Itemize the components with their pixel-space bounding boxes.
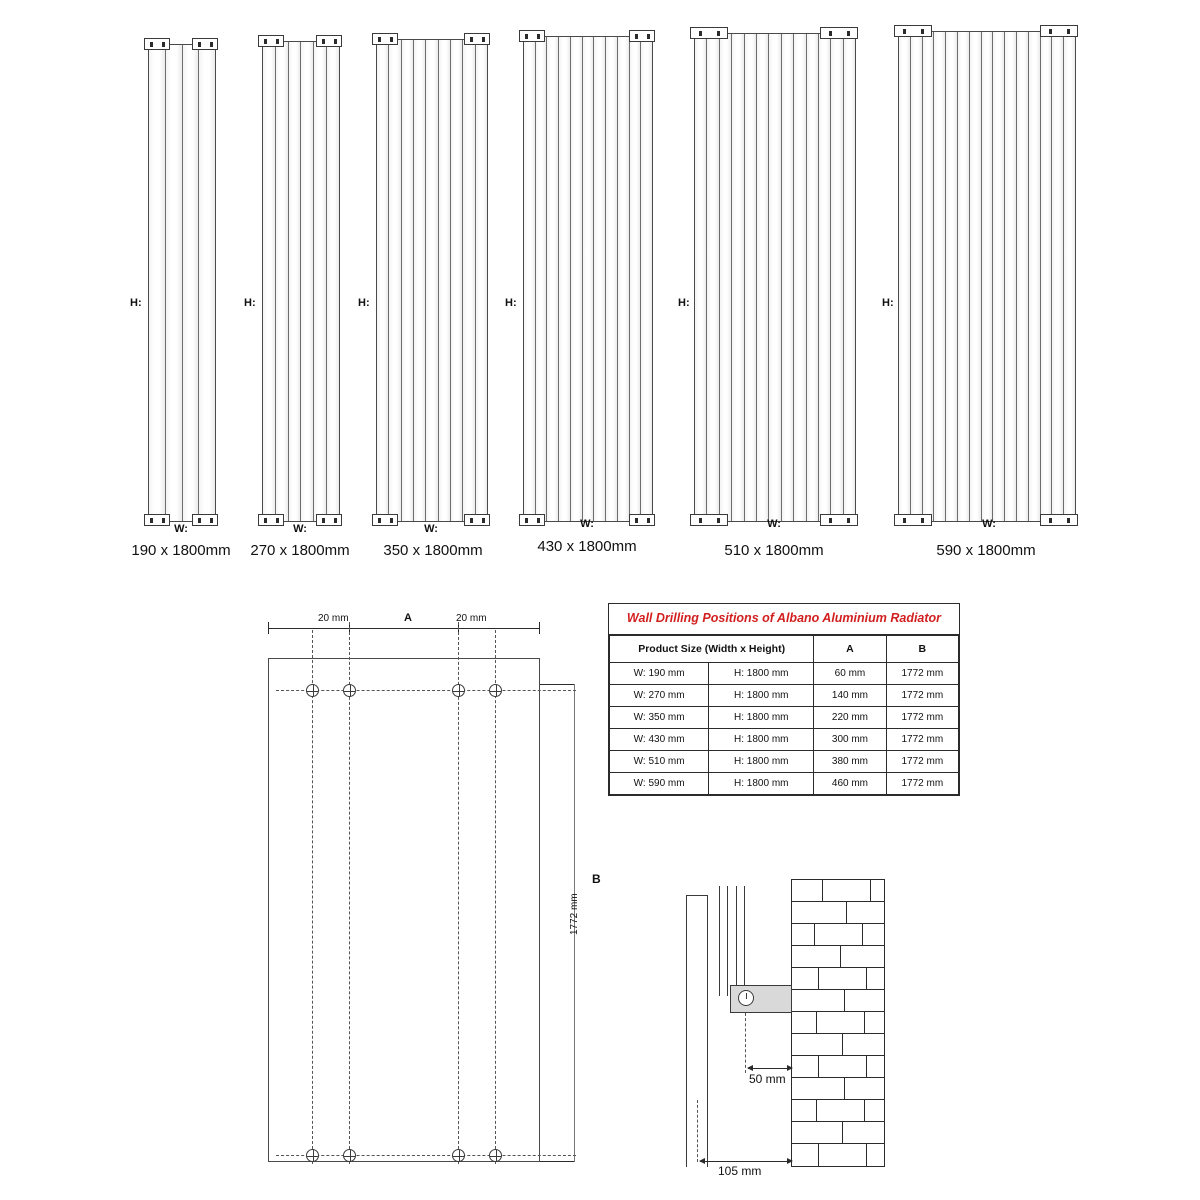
radiator-elevation-4 [523, 36, 651, 520]
table-row [610, 728, 959, 750]
brick-row [792, 1034, 884, 1056]
fin [794, 34, 806, 521]
radiator-elevation-1 [148, 44, 214, 520]
fin [923, 32, 935, 521]
dim-50mm-label: 50 mm [749, 1072, 786, 1086]
table-row [610, 706, 959, 728]
table-row [610, 684, 959, 706]
fin [641, 37, 652, 521]
brick-row [792, 990, 884, 1012]
fin [377, 40, 389, 521]
radiator-body [262, 41, 340, 522]
plan-dim-tick [539, 622, 540, 634]
table-header-product-size: Product Size (Width x Height) [610, 635, 814, 662]
fin [183, 45, 200, 521]
plan-top-dim-line [268, 628, 540, 629]
width-label-5: W: [767, 518, 781, 530]
drill-hole [489, 684, 502, 697]
fin [970, 32, 982, 521]
fin [166, 45, 183, 521]
fin [993, 32, 1005, 521]
cell-width: W: 350 mm [610, 706, 709, 728]
fin [757, 34, 769, 521]
drill-hole [489, 1149, 502, 1162]
fin [149, 45, 166, 521]
fin [583, 37, 595, 521]
fin [819, 34, 831, 521]
fin [769, 34, 781, 521]
plan-b-label: B [592, 872, 601, 886]
plan-centerline [349, 622, 350, 1164]
radiator-size-4: 430 x 1800mm [537, 538, 637, 555]
cell-height: H: 1800 mm [709, 750, 814, 772]
fin [327, 42, 339, 521]
brick-row [792, 880, 884, 902]
cell-height: H: 1800 mm [709, 728, 814, 750]
cell-b: 1772 mm [886, 728, 958, 750]
cell-b: 1772 mm [886, 772, 958, 794]
fin [946, 32, 958, 521]
plan-right-extension-top [540, 684, 574, 685]
brick-row [792, 1100, 884, 1122]
wall-bracket [464, 514, 490, 526]
fin [559, 37, 571, 521]
plan-centerline [495, 630, 496, 1164]
cell-width: W: 270 mm [610, 684, 709, 706]
height-label-4: H: [505, 297, 517, 309]
height-label-1: H: [130, 297, 142, 309]
brick-wall [791, 879, 885, 1167]
brick-row [792, 924, 884, 946]
table-header-b: B [886, 635, 958, 662]
table-row [610, 772, 959, 794]
drill-hole [343, 684, 356, 697]
fin [451, 40, 463, 521]
cell-height: H: 1800 mm [709, 772, 814, 794]
cell-a: 220 mm [814, 706, 886, 728]
fin [844, 34, 855, 521]
radiator-fins [899, 32, 1075, 521]
radiator-fins [263, 42, 339, 521]
wall-bracket [1040, 514, 1078, 526]
wall-bracket [372, 33, 398, 45]
wall-bracket [519, 30, 545, 42]
radiator-elevation-3 [376, 39, 486, 520]
radiator-size-5: 510 x 1800mm [724, 542, 824, 559]
radiator-body [376, 39, 488, 522]
width-label-1: W: [174, 523, 188, 535]
radiator-elevation-6 [898, 31, 1074, 520]
table-header-a: A [814, 635, 886, 662]
fin [536, 37, 548, 521]
dim-ext-line [745, 1013, 746, 1073]
radiator-body [898, 31, 1076, 522]
fin [807, 34, 819, 521]
fin [782, 34, 794, 521]
height-label-3: H: [358, 297, 370, 309]
radiator-profile-fin-1 [719, 886, 728, 996]
brick-row [792, 946, 884, 968]
table-header-row [610, 635, 959, 662]
radiator-elevation-2 [262, 41, 338, 520]
plan-right-extension-bottom [540, 1161, 574, 1162]
fin [720, 34, 732, 521]
radiator-size-3: 350 x 1800mm [383, 542, 483, 559]
plan-outline [268, 658, 540, 1162]
brick-row [792, 1056, 884, 1078]
dim-50mm-arrow [748, 1068, 792, 1069]
cell-width: W: 430 mm [610, 728, 709, 750]
plan-centerline [458, 622, 459, 1164]
width-label-2: W: [293, 523, 307, 535]
cell-b: 1772 mm [886, 684, 958, 706]
fin [707, 34, 719, 521]
height-label-2: H: [244, 297, 256, 309]
drill-hole [343, 1149, 356, 1162]
radiator-profile-fin-2 [736, 886, 745, 996]
fin [606, 37, 618, 521]
height-label-6: H: [882, 297, 894, 309]
cell-b: 1772 mm [886, 750, 958, 772]
cell-width: W: 190 mm [610, 662, 709, 684]
fin [199, 45, 215, 521]
wall-bracket [519, 514, 545, 526]
plan-hole-row-line-bottom [276, 1155, 576, 1156]
width-label-3: W: [424, 523, 438, 535]
fin [426, 40, 438, 521]
height-label-5: H: [678, 297, 690, 309]
cell-width: W: 510 mm [610, 750, 709, 772]
radiator-size-2: 270 x 1800mm [250, 542, 350, 559]
plan-right-margin-label: 20 mm [456, 613, 487, 624]
drilling-positions-table [608, 603, 960, 796]
plan-vertical-dim: 1772 mm [569, 893, 580, 935]
plan-centerline [312, 630, 313, 1164]
fin [389, 40, 401, 521]
fin [476, 40, 487, 521]
wall-bracket [192, 38, 218, 50]
fin [745, 34, 757, 521]
wall-bracket [316, 35, 342, 47]
brick-row [792, 902, 884, 924]
wall-bracket [894, 25, 932, 37]
wall-bracket [820, 27, 858, 39]
fin [301, 42, 314, 521]
fin [630, 37, 642, 521]
fin [1029, 32, 1041, 521]
cell-width: W: 590 mm [610, 772, 709, 794]
brick-row [792, 968, 884, 990]
wall-bracket [372, 514, 398, 526]
plan-a-label: A [404, 612, 412, 624]
cell-height: H: 1800 mm [709, 684, 814, 706]
fin [732, 34, 744, 521]
fin [547, 37, 559, 521]
fin [524, 37, 536, 521]
fin [982, 32, 994, 521]
cell-a: 60 mm [814, 662, 886, 684]
cell-a: 300 mm [814, 728, 886, 750]
drill-hole [306, 684, 319, 697]
radiator-elevation-5 [694, 33, 854, 520]
plan-left-margin-label: 20 mm [318, 613, 349, 624]
cell-b: 1772 mm [886, 706, 958, 728]
fin [695, 34, 707, 521]
brick-row [792, 1122, 884, 1144]
radiator-size-1: 190 x 1800mm [131, 542, 231, 559]
fin [1005, 32, 1017, 521]
radiator-body [523, 36, 653, 522]
fin [289, 42, 302, 521]
brick-row [792, 1012, 884, 1034]
wall-bracket [894, 514, 932, 526]
cell-height: H: 1800 mm [709, 662, 814, 684]
fin [463, 40, 475, 521]
cell-a: 140 mm [814, 684, 886, 706]
dim-105mm-label: 105 mm [718, 1164, 762, 1178]
fin [934, 32, 946, 521]
radiator-body [148, 44, 216, 522]
width-label-4: W: [580, 518, 594, 530]
wall-bracket [820, 514, 858, 526]
table-row [610, 750, 959, 772]
fin [314, 42, 327, 521]
wall-bracket [690, 27, 728, 39]
fin [1017, 32, 1029, 521]
radiator-fins [695, 34, 855, 521]
radiator-size-6: 590 x 1800mm [936, 542, 1036, 559]
fin [263, 42, 276, 521]
fin [276, 42, 289, 521]
fin [911, 32, 923, 521]
dim-105mm-arrow [700, 1161, 792, 1162]
fin [958, 32, 970, 521]
wall-bracket [1040, 25, 1078, 37]
cell-height: H: 1800 mm [709, 706, 814, 728]
radiator-fins [377, 40, 487, 521]
cell-a: 380 mm [814, 750, 886, 772]
dim-ext-line [697, 1100, 698, 1162]
cell-a: 460 mm [814, 772, 886, 794]
fin [1064, 32, 1075, 521]
drill-hole [306, 1149, 319, 1162]
fin [1041, 32, 1053, 521]
drill-hole [452, 1149, 465, 1162]
radiator-body [694, 33, 856, 522]
plan-hole-row-line-top [276, 690, 576, 691]
wall-bracket [464, 33, 490, 45]
valve-icon [738, 990, 754, 1006]
cell-b: 1772 mm [886, 662, 958, 684]
fin [1052, 32, 1064, 521]
brick-row [792, 1144, 884, 1166]
wall-bracket [629, 514, 655, 526]
fin [594, 37, 606, 521]
fin [831, 34, 843, 521]
fin [618, 37, 630, 521]
radiator-fins [149, 45, 215, 521]
table-row [610, 662, 959, 684]
wall-bracket [629, 30, 655, 42]
plan-dim-tick [268, 622, 269, 634]
fin [899, 32, 911, 521]
fin [414, 40, 426, 521]
wall-bracket [144, 38, 170, 50]
width-label-6: W: [982, 518, 996, 530]
drill-hole [452, 684, 465, 697]
fin [439, 40, 451, 521]
fin [402, 40, 414, 521]
table-title: Wall Drilling Positions of Albano Aluminium Radiator [609, 604, 959, 635]
wall-bracket [690, 514, 728, 526]
brick-row [792, 1078, 884, 1100]
wall-bracket [258, 35, 284, 47]
fin [571, 37, 583, 521]
radiator-fins [524, 37, 652, 521]
